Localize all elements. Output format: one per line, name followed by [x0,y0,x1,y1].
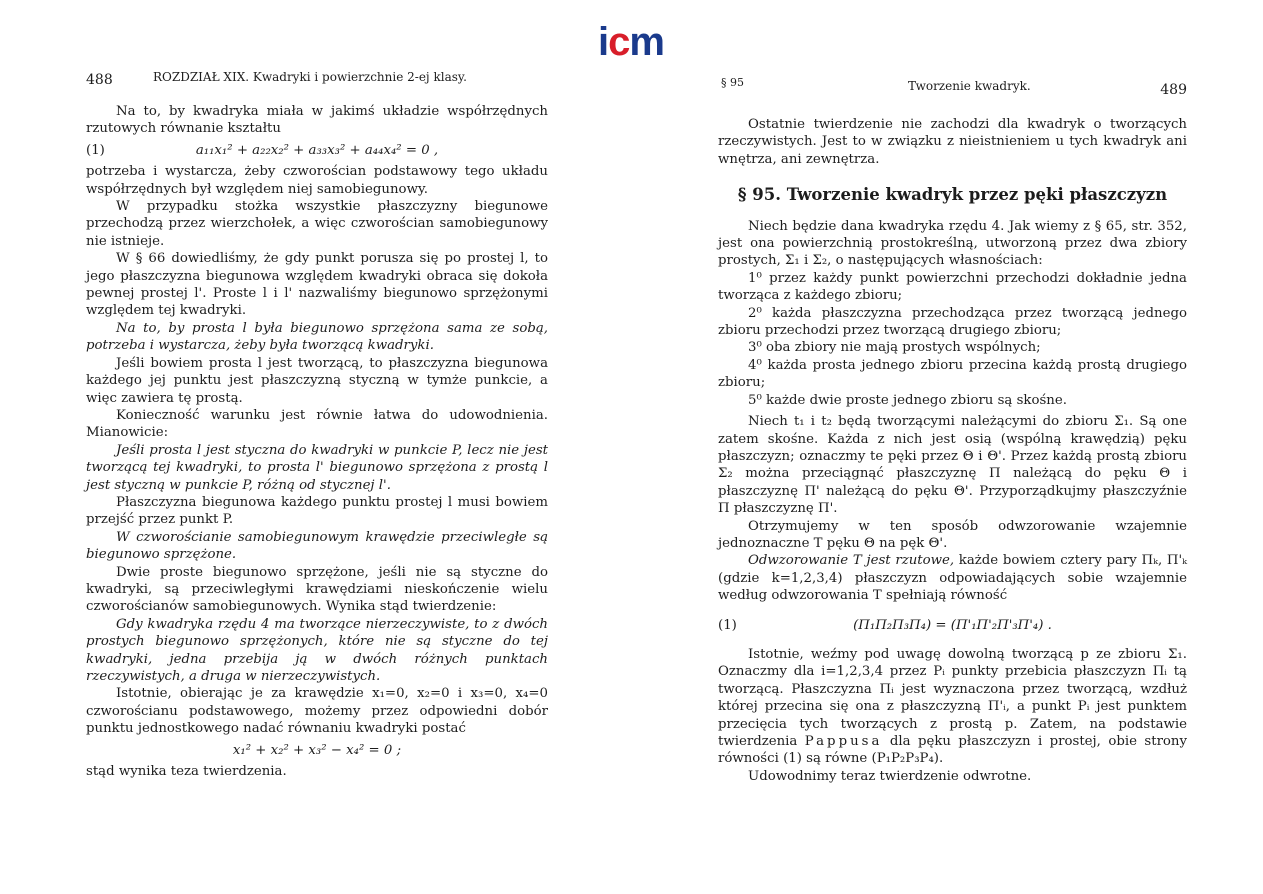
paragraph: potrzeba i wystarcza, żeby czworościan podstawowy tego układu współrzędnych był względem niej samobiegunowy. [86,164,548,197]
equation-text: x₁² + x₂² + x₃² − x₄² = 0 ; [232,742,402,758]
paragraph: Płaszczyzna biegunowa każdego punktu prostej l musi bowiem przejść przez punkt P. [86,494,548,528]
theorem: Gdy kwadryka rzędu 4 ma tworzące nierzeczywiste, to z dwóch prostych biegunowo sprzężonych, które nie są styczne do tej kwadryki, jedna przebija ją w dwóch różnych punktach rzeczywistych, a druga w nierzeczywistych. [86,616,548,684]
theorem: Na to, by prosta l była biegunowo sprzężona sama ze sobą, potrzeba i wystarcza, żeby była tworzącą kwadryki. [86,320,548,354]
paragraph: Dwie proste biegunowo sprzężone, jeśli nie są styczne do kwadryki, są przeciwległymi krawędziami nieskończenie wielu czworościanów samobiegunowych. Wynika stąd twierdzenie: [86,564,548,615]
equation-number: (1) [86,142,105,158]
section-marker: § 95 [721,76,744,89]
list-item: 3⁰ oba zbiory nie mają prostych wspólnych; [748,340,1041,356]
paragraph: Konieczność warunku jest równie łatwa do udowodnienia. Mianowicie: [86,407,548,441]
left-page-body [86,103,548,780]
paragraph: Udowodnimy teraz twierdzenie odwrotne. [748,768,1032,784]
page-number: 489 [1160,82,1187,98]
paragraph: stąd wynika teza twierdzenia. [86,764,287,780]
equation [86,142,548,159]
theorem: Jeśli prosta l jest styczna do kwadryki w punkcie P, lecz nie jest tworzącą tej kwadryki, to prosta l' biegunowo sprzężona z prostą l jest styczną w punkcie P, różną od stycznej l'. [86,442,548,493]
list-item: 2⁰ każda płaszczyzna przechodząca przez tworzącą jednego zbioru przechodzi przez tworzącą drugiego zbioru; [718,305,1187,339]
right-page [718,0,1187,894]
theorem: W czworościanie samobiegunowym krawędzie przeciwległe są biegunowo sprzężone. [86,529,548,563]
right-page-body [718,116,1187,785]
theorem-statement: Odwzorowanie T jest rzutowe, [748,553,955,569]
paragraph: Niech będzie dana kwadryka rzędu 4. Jak wiemy z § 65, str. 352, jest ona powierzchnią prostokreślną, utworzoną przez dwa zbiory prostych, Σ₁ i Σ₂, o następujących własnościach: [718,218,1187,269]
equation-text: a₁₁x₁² + a₂₂x₂² + a₃₃x₃² + a₄₄x₄² = 0 , [195,142,439,158]
paragraph: Istotnie, weźmy pod uwagę dowolną tworzącą p ze zbioru Σ₁. Oznaczmy dla i=1,2,3,4 przez Pᵢ punkty przebicia płaszczyzn Πᵢ tą tworzącą. Płaszczyzna Πᵢ jest wyznaczona przez tworzącą, wzdłuż której przecina się ona z płaszczyzną Π'ᵢ, a punkt Pᵢ jest punktem przecięcia tych tworzących z prostą p. Zatem, na podstawie twierdzenia Pappusa dla pęku płaszczyzn i prostej, obie strony równości (1) są równe (P₁P₂P₃P₄). [718,646,1188,767]
paragraph: Otrzymujemy w ten sposób odwzorowanie wzajemnie jednoznaczne T pęku Θ na pęk Θ'. [718,518,1187,551]
running-head: ROZDZIAŁ XIX. Kwadryki i powierzchnie 2-ej klasy. [153,70,467,84]
paragraph: W § 66 dowiedliśmy, że gdy punkt porusza się po prostej l, to jego płaszczyzna biegunowa względem kwadryki obraca się dokoła pewnej prostej l'. Proste l i l' nazwaliśmy biegunowo sprzężonymi względem tej kwadryki. [86,251,548,319]
left-page-header [86,70,548,90]
section-heading: § 95. Tworzenie kwadryk przez pęki płaszczyzn [737,185,1168,205]
list-item: 5⁰ każde dwie proste jednego zbioru są skośne. [748,392,1067,408]
running-head: Tworzenie kwadryk. [908,79,1031,93]
right-page-header [718,70,1187,98]
list-item: 4⁰ każda prosta jednego zbioru przecina każdą prostą drugiego zbioru; [718,357,1187,391]
paragraph: W przypadku stożka wszystkie płaszczyzny biegunowe przechodzą przez wierzchołek, a więc czworościan samobiegunowy nie istnieje. [86,199,548,249]
paragraph: Istotnie, obierając je za krawędzie x₁=0, x₂=0 i x₃=0, x₄=0 czworościanu podstawowego, możemy przez odpowiedni dobór punktu jednostkowego nadać równaniu kwadryki postać [86,686,548,737]
name-pappus: Pappusa [804,734,883,749]
left-page [86,0,548,894]
equation [718,617,1187,634]
paragraph: Ostatnie twierdzenie nie zachodzi dla kwadryk o tworzących rzeczywistych. Jest to w związku z nieistnieniem u tych kwadryk ani wnętrza, ani zewnętrza. [718,117,1187,167]
equation [86,742,548,759]
paragraph: Niech t₁ i t₂ będą tworzącymi należącymi do zbioru Σ₁. Są one zatem skośne. Każda z nich jest osią (wspólną krawędzią) pęku płaszczyzn; oznaczmy te pęki przez Θ i Θ'. Przez każdą prostą zbioru Σ₂ można przeciągnąć płaszczyznę Π należącą do pęku Θ i płaszczyznę Π' należącą do pęku Θ'. Przyporządkujmy płaszczyźnie Π płaszczyznę Π'. [718,414,1187,517]
paragraph: Na to, by kwadryka miała w jakimś układzie współrzędnych rzutowych równanie kształtu [86,104,548,137]
equation-number: (1) [718,617,737,633]
icm-logo: icm [598,20,664,64]
page-number: 488 [86,72,113,88]
equation-text: (Π₁Π₂Π₃Π₄) = (Π'₁Π'₂Π'₃Π'₄) . [853,617,1052,633]
paragraph: Odwzorowanie T jest rzutowe, każde bowiem cztery pary Πₖ, Π'ₖ (gdzie k=1,2,3,4) płaszczyzn odpowiadających sobie wzajemnie według odwzorowania T spełniają równość [718,553,1187,604]
list-item: 1⁰ przez każdy punkt powierzchni przechodzi dokładnie jedna tworząca z każdego zbioru; [718,270,1187,304]
paragraph: Jeśli bowiem prosta l jest tworzącą, to płaszczyzna biegunowa każdego jej punktu jest płaszczyzną styczną w tymże punkcie, a więc zawiera tę prostą. [86,355,548,406]
